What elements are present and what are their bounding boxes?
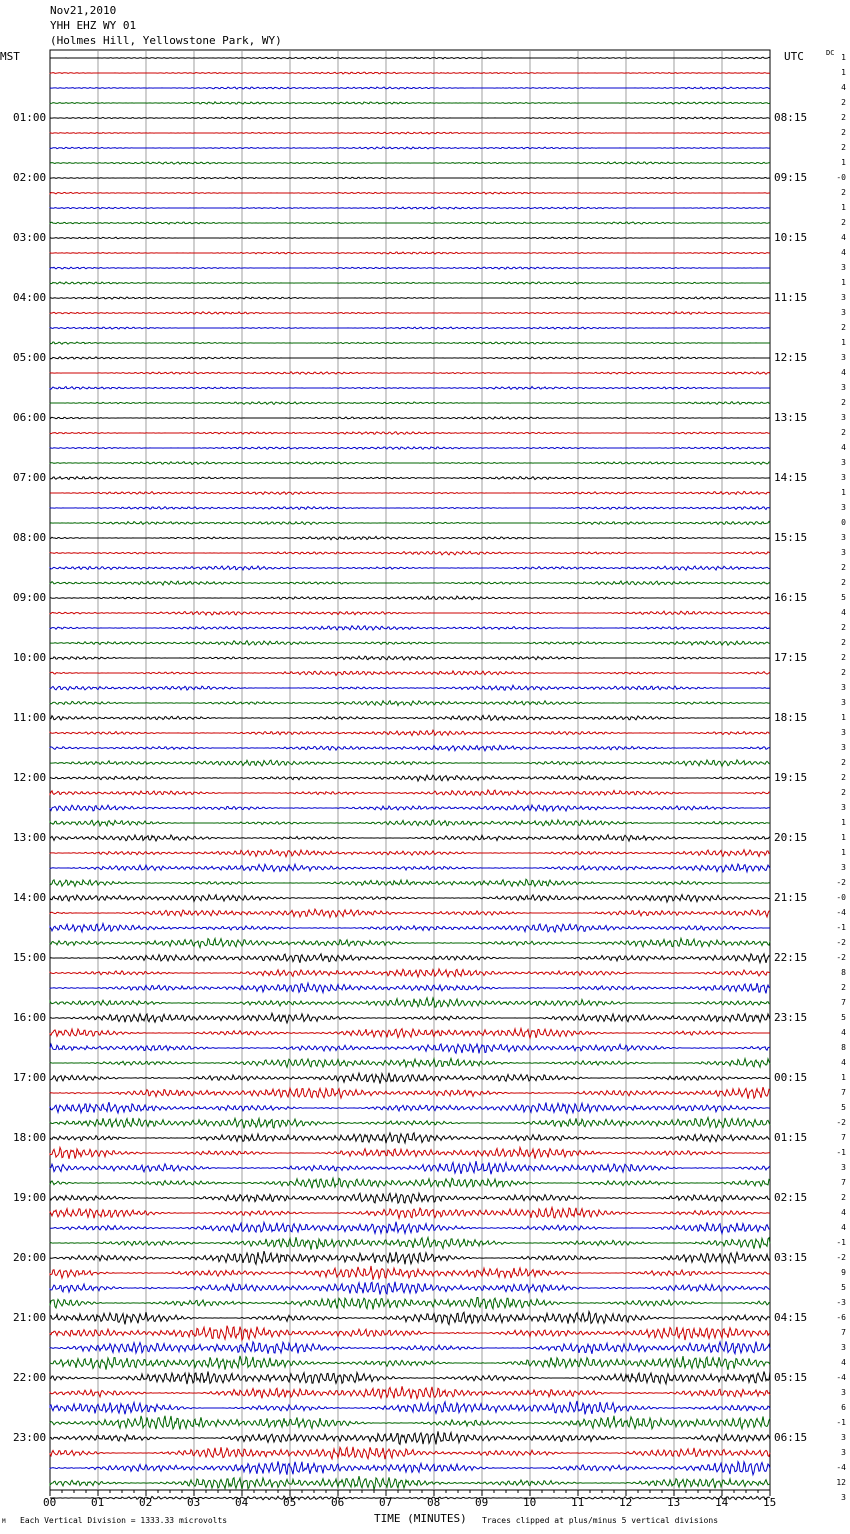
dc-offset-label: 5: [841, 1013, 846, 1022]
dc-offset-label: 3: [841, 503, 846, 512]
dc-offset-label: 3: [841, 383, 846, 392]
trace-row: [50, 1178, 770, 1188]
x-tick-label: 07: [379, 1496, 393, 1509]
trace-row: [50, 1266, 770, 1280]
dc-offset-label: 3: [841, 1163, 846, 1172]
dc-offset-label: 0: [841, 518, 846, 527]
left-hour-label: 13:00: [13, 831, 47, 844]
left-hour-label: 11:00: [13, 711, 47, 724]
clip-note: Traces clipped at plus/minus 5 vertical divisions: [482, 1516, 719, 1525]
trace-row: [50, 1087, 770, 1099]
right-hour-label: 10:15: [774, 231, 808, 244]
trace-row: [50, 1133, 770, 1144]
dc-offset-label: 3: [841, 308, 846, 317]
right-hour-label: 08:15: [774, 111, 808, 124]
dc-offset-label: 1: [841, 833, 846, 842]
trace-row: [50, 924, 770, 933]
left-hour-label: 15:00: [13, 951, 47, 964]
dc-offset-label: 1: [841, 53, 846, 62]
left-hour-label: 01:00: [13, 111, 47, 124]
dc-offset-label: 2: [841, 113, 846, 122]
trace-row: [50, 192, 770, 194]
trace-row: [50, 745, 770, 751]
dc-offset-label: 7: [841, 1328, 846, 1337]
dc-offset-label: -4: [836, 1463, 846, 1472]
dc-offset-label: 1: [841, 203, 846, 212]
dc-offset-label: 4: [841, 1358, 846, 1367]
dc-offset-label: 3: [841, 728, 846, 737]
dc-offset-label: 3: [841, 1433, 846, 1442]
trace-row: [50, 1044, 770, 1053]
trace-row: [50, 447, 770, 450]
dc-offset-label: 3: [841, 548, 846, 557]
trace-row: [50, 1461, 770, 1474]
dc-offset-label: 1: [841, 68, 846, 77]
trace-row: [50, 820, 770, 826]
dc-offset-label: -0: [836, 893, 846, 902]
trace-row: [50, 522, 770, 525]
left-hour-label: 05:00: [13, 351, 47, 364]
trace-row: [50, 207, 770, 209]
right-hour-label: 04:15: [774, 1311, 808, 1324]
trace-row: [50, 237, 770, 239]
trace-row: [50, 177, 770, 179]
left-hour-label: 06:00: [13, 411, 47, 424]
right-hour-label: 02:15: [774, 1191, 808, 1204]
trace-row: [50, 1298, 770, 1310]
left-hour-label: 17:00: [13, 1071, 47, 1084]
x-tick-label: 00: [43, 1496, 57, 1509]
trace-row: [50, 998, 770, 1007]
dc-offset-label: 3: [841, 353, 846, 362]
dc-offset-label: 12: [836, 1478, 846, 1487]
trace-row: [50, 641, 770, 646]
trace-row: [50, 1476, 770, 1490]
dc-offset-label: -3: [836, 1298, 846, 1307]
right-hour-label: 03:15: [774, 1251, 808, 1264]
trace-row: [50, 775, 770, 781]
trace-row: [50, 342, 770, 344]
dc-offset-label: -1: [836, 1238, 846, 1247]
dc-offset-label: -2: [836, 878, 846, 887]
trace-row: [50, 551, 770, 555]
left-hour-label: 20:00: [13, 1251, 47, 1264]
trace-row: [50, 1416, 770, 1430]
dc-offset-label: 4: [841, 1058, 846, 1067]
dc-offset-label: 2: [841, 323, 846, 332]
left-timezone-label: MST: [0, 50, 20, 63]
trace-row: [50, 491, 770, 494]
trace-row: [50, 87, 770, 89]
trace-row: [50, 626, 770, 630]
left-hour-label: 03:00: [13, 231, 47, 244]
right-hour-label: 05:15: [774, 1371, 808, 1384]
left-hour-label: 19:00: [13, 1191, 47, 1204]
trace-row: [50, 357, 770, 359]
trace-row: [50, 938, 770, 947]
dc-offset-label: 2: [841, 398, 846, 407]
dc-offset-label: 8: [841, 1043, 846, 1052]
dc-offset-label: 2: [841, 578, 846, 587]
trace-row: [50, 387, 770, 390]
dc-offset-label: 3: [841, 1343, 846, 1352]
right-hour-label: 20:15: [774, 831, 808, 844]
dc-offset-label: 2: [841, 563, 846, 572]
dc-offset-label: 2: [841, 758, 846, 767]
dc-offset-label: 1: [841, 158, 846, 167]
dc-offset-label: 3: [841, 1448, 846, 1457]
dc-offset-label: 2: [841, 128, 846, 137]
trace-row: [50, 701, 770, 706]
right-hour-label: 09:15: [774, 171, 808, 184]
trace-row: [50, 1237, 770, 1249]
dc-offset-label: 4: [841, 443, 846, 452]
left-hour-label: 10:00: [13, 651, 47, 664]
trace-row: [50, 596, 770, 600]
dc-offset-label: 3: [841, 458, 846, 467]
trace-row: [50, 297, 770, 299]
dc-offset-label: 2: [841, 638, 846, 647]
trace-row: [50, 402, 770, 405]
dc-offset-label: 4: [841, 368, 846, 377]
dc-offset-label: -1: [836, 1148, 846, 1157]
trace-row: [50, 760, 770, 767]
dc-offset-label: 8: [841, 968, 846, 977]
trace-row: [50, 805, 770, 811]
trace-row: [50, 1222, 770, 1234]
left-hour-label: 09:00: [13, 591, 47, 604]
x-tick-label: 01: [91, 1496, 105, 1509]
left-hour-label: 23:00: [13, 1431, 47, 1444]
trace-row: [50, 1431, 770, 1444]
trace-row: [50, 1341, 770, 1353]
dc-offset-label: 4: [841, 83, 846, 92]
dc-offset-label: 7: [841, 998, 846, 1007]
x-tick-label: 03: [187, 1496, 201, 1509]
trace-row: [50, 432, 770, 435]
trace-row: [50, 1058, 770, 1067]
dc-offset-label: 4: [841, 248, 846, 257]
left-hour-label: 18:00: [13, 1131, 47, 1144]
trace-row: [50, 656, 770, 660]
dc-offset-label: 2: [841, 668, 846, 677]
trace-row: [50, 1147, 770, 1158]
scale-note: Each Vertical Division = 1333.33 microvolts: [20, 1516, 228, 1525]
trace-row: [50, 1102, 770, 1113]
trace-row: [50, 132, 770, 134]
trace-row: [50, 835, 770, 841]
trace-row: [50, 879, 770, 886]
dc-offset-label: 1: [841, 488, 846, 497]
trace-row: [50, 417, 770, 419]
dc-offset-label: 2: [841, 98, 846, 107]
trace-row: [50, 1447, 770, 1459]
left-hour-label: 08:00: [13, 531, 47, 544]
right-hour-label: 01:15: [774, 1131, 808, 1144]
right-hour-label: 23:15: [774, 1011, 808, 1024]
left-hour-label: 22:00: [13, 1371, 47, 1384]
x-tick-label: 05: [283, 1496, 297, 1509]
dc-offset-label: 3: [841, 1493, 846, 1502]
trace-row: [50, 267, 770, 269]
trace-row: [50, 312, 770, 315]
dc-offset-label: -2: [836, 1253, 846, 1262]
right-hour-label: 12:15: [774, 351, 808, 364]
dc-offset-label: 6: [841, 1403, 846, 1412]
x-tick-label: 14: [715, 1496, 729, 1509]
trace-row: [50, 730, 770, 735]
dc-offset-label: 2: [841, 428, 846, 437]
dc-offset-label: 9: [841, 1268, 846, 1277]
dc-offset-label: -2: [836, 938, 846, 947]
trace-row: [50, 372, 770, 375]
dc-offset-label: 3: [841, 293, 846, 302]
dc-offset-label: -1: [836, 923, 846, 932]
dc-offset-label: 2: [841, 773, 846, 782]
right-hour-label: 21:15: [774, 891, 808, 904]
trace-row: [50, 983, 770, 993]
right-hour-label: 11:15: [774, 291, 808, 304]
dc-offset-label: 4: [841, 608, 846, 617]
trace-row: [50, 1401, 770, 1414]
trace-row: [50, 1496, 770, 1500]
dc-offset-label: -6: [836, 1313, 846, 1322]
dc-offset-label: 1: [841, 818, 846, 827]
trace-row: [50, 102, 770, 104]
trace-row: [50, 1372, 770, 1385]
trace-row: [50, 895, 770, 903]
dc-offset-label: 7: [841, 1088, 846, 1097]
trace-row: [50, 1282, 770, 1295]
dc-offset-label: 2: [841, 188, 846, 197]
dc-offset-label: 3: [841, 803, 846, 812]
trace-row: [50, 57, 770, 59]
dc-offset-label: 5: [841, 1103, 846, 1112]
trace-row: [50, 1312, 770, 1325]
trace-row: [50, 1029, 770, 1039]
trace-row: [50, 72, 770, 74]
trace-row: [50, 282, 770, 284]
left-hour-label: 07:00: [13, 471, 47, 484]
dc-offset-label: 3: [841, 473, 846, 482]
trace-row: [50, 147, 770, 149]
left-hour-label: 21:00: [13, 1311, 47, 1324]
dc-offset-label: -2: [836, 1118, 846, 1127]
trace-row: [50, 1356, 770, 1370]
left-hour-label: 04:00: [13, 291, 47, 304]
station-id: YHH EHZ WY 01: [50, 19, 137, 32]
trace-row: [50, 1013, 770, 1023]
dc-offset-label: -2: [836, 953, 846, 962]
x-tick-label: 02: [139, 1496, 153, 1509]
dc-offset-label: 3: [841, 263, 846, 272]
left-hour-label: 14:00: [13, 891, 47, 904]
trace-row: [50, 954, 770, 963]
dc-offset-label: 5: [841, 593, 846, 602]
dc-offset-label: -4: [836, 908, 846, 917]
dc-offset-label: 3: [841, 863, 846, 872]
left-hour-label: 16:00: [13, 1011, 47, 1024]
trace-row: [50, 581, 770, 585]
left-hour-label: 12:00: [13, 771, 47, 784]
right-hour-label: 13:15: [774, 411, 808, 424]
x-tick-label: 13: [667, 1496, 681, 1509]
dc-offset-label: 3: [841, 1388, 846, 1397]
dc-offset-label: -1: [836, 1418, 846, 1427]
dc-offset-label: 2: [841, 653, 846, 662]
dc-offset-label: 1: [841, 278, 846, 287]
trace-row: [50, 252, 770, 254]
right-hour-label: 22:15: [774, 951, 808, 964]
dc-offset-label: 4: [841, 1028, 846, 1037]
dc-offset-label: 3: [841, 743, 846, 752]
right-hour-label: 00:15: [774, 1071, 808, 1084]
trace-row: [50, 507, 770, 510]
right-hour-label: 18:15: [774, 711, 808, 724]
trace-row: [50, 477, 770, 480]
right-timezone-label: UTC: [784, 50, 804, 63]
dc-offset-label: 2: [841, 983, 846, 992]
dc-offset-label: -4: [836, 1373, 846, 1382]
dc-offset-label: -0: [836, 173, 846, 182]
dc-offset-label: 2: [841, 1193, 846, 1202]
x-tick-label: 12: [619, 1496, 633, 1509]
trace-row: [50, 790, 770, 795]
x-tick-label: 10: [523, 1496, 537, 1509]
x-tick-label: 11: [571, 1496, 585, 1509]
trace-row: [50, 611, 770, 615]
x-tick-label: 15: [763, 1496, 777, 1509]
right-hour-label: 19:15: [774, 771, 808, 784]
dc-offset-label: 3: [841, 698, 846, 707]
plot-date: Nov21,2010: [50, 4, 117, 17]
x-tick-label: 09: [475, 1496, 489, 1509]
trace-row: [50, 1251, 770, 1264]
dc-offset-label: 1: [841, 848, 846, 857]
dc-offset-label: 4: [841, 1208, 846, 1217]
trace-row: [50, 327, 770, 329]
right-hour-label: 06:15: [774, 1431, 808, 1444]
x-axis-label: TIME (MINUTES): [374, 1512, 467, 1525]
trace-row: [50, 685, 770, 690]
trace-row: [50, 1161, 770, 1174]
station-location: (Holmes Hill, Yellowstone Park, WY): [50, 34, 282, 47]
dc-offset-label: 2: [841, 218, 846, 227]
trace-row: [50, 162, 770, 164]
dc-offset-label: 2: [841, 623, 846, 632]
dc-offset-label: 2: [841, 143, 846, 152]
trace-row: [50, 1386, 770, 1398]
dc-offset-label: 7: [841, 1178, 846, 1187]
trace-row: [50, 715, 770, 720]
trace-row: [50, 1118, 770, 1129]
dc-offset-label: 1: [841, 713, 846, 722]
dc-header: DC: [826, 49, 835, 57]
trace-row: [50, 1193, 770, 1203]
right-hour-label: 15:15: [774, 531, 808, 544]
left-hour-label: 02:00: [13, 171, 47, 184]
dc-offset-label: 4: [841, 233, 846, 242]
trace-row: [50, 1073, 770, 1084]
dc-offset-label: 3: [841, 533, 846, 542]
dc-offset-label: 7: [841, 1133, 846, 1142]
dc-offset-label: 3: [841, 683, 846, 692]
dc-offset-label: 1: [841, 338, 846, 347]
trace-row: [50, 1326, 770, 1340]
trace-row: [50, 969, 770, 977]
right-hour-label: 16:15: [774, 591, 808, 604]
dc-offset-label: 5: [841, 1283, 846, 1292]
trace-row: [50, 909, 770, 917]
trace-row: [50, 671, 770, 676]
right-hour-label: 14:15: [774, 471, 808, 484]
x-tick-label: 08: [427, 1496, 441, 1509]
trace-row: [50, 1207, 770, 1218]
trace-row: [50, 536, 770, 539]
corner-mark: M: [2, 1518, 6, 1525]
dc-offset-label: 2: [841, 788, 846, 797]
dc-offset-label: 4: [841, 1223, 846, 1232]
x-tick-label: 04: [235, 1496, 249, 1509]
trace-row: [50, 850, 770, 857]
trace-row: [50, 117, 770, 119]
right-hour-label: 17:15: [774, 651, 808, 664]
trace-row: [50, 462, 770, 465]
dc-offset-label: 3: [841, 413, 846, 422]
x-tick-label: 06: [331, 1496, 345, 1509]
trace-row: [50, 566, 770, 570]
dc-offset-label: 1: [841, 1073, 846, 1082]
trace-row: [50, 222, 770, 224]
trace-row: [50, 864, 770, 872]
